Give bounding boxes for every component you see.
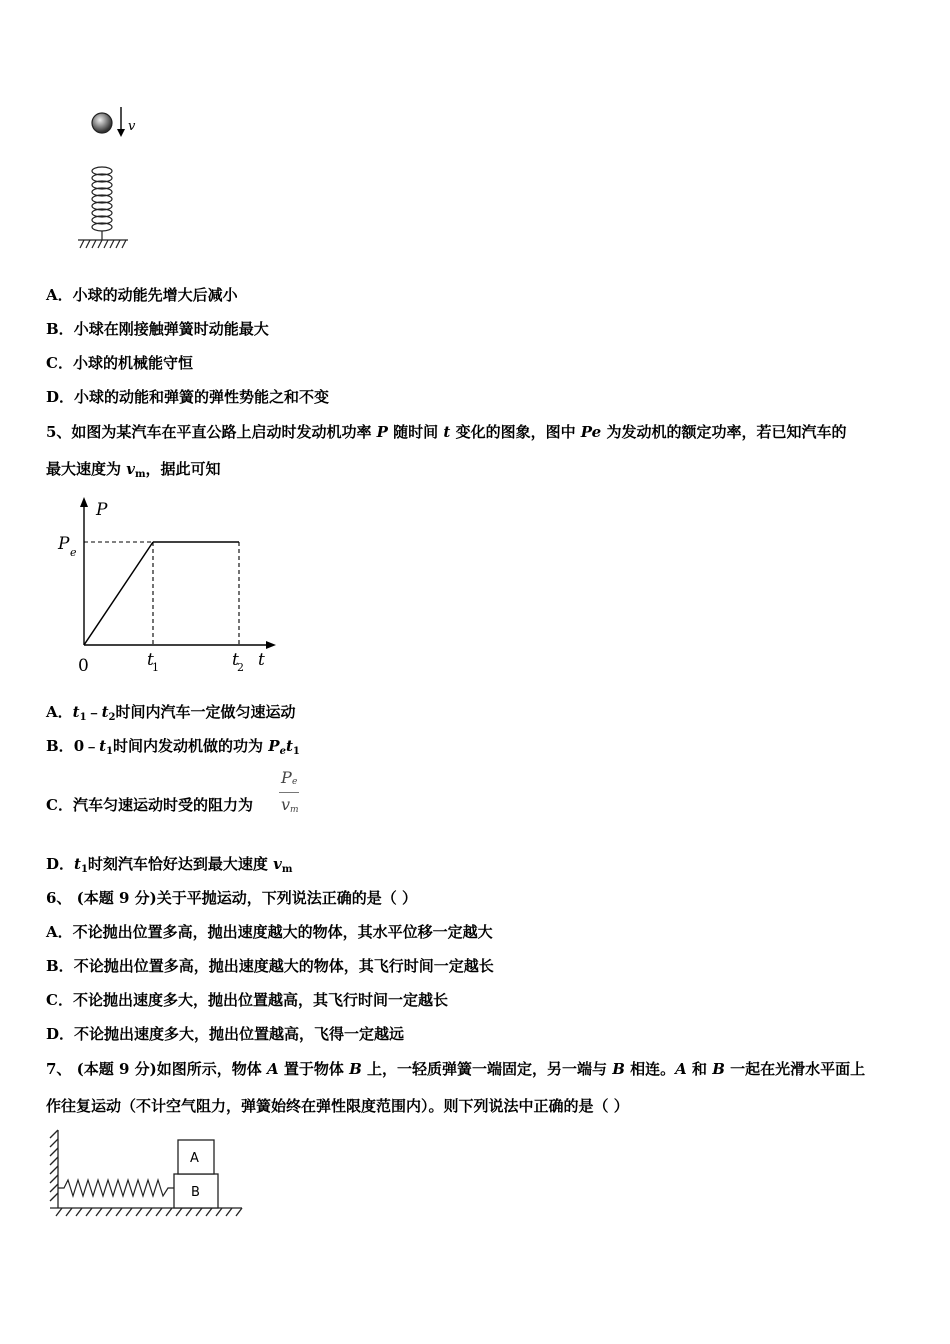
q6-option-a: A．不论抛出位置多高，抛出速度越大的物体，其水平位移一定越大 <box>46 923 493 941</box>
q6-option-c: C．不论抛出速度多大，抛出位置越高，其飞行时间一定越长 <box>46 991 448 1009</box>
q4-option-b: B．小球在刚接触弹簧时动能最大 <box>46 320 269 338</box>
wall <box>50 1130 58 1208</box>
q6-option-d: D．不论抛出速度多大，抛出位置越高，飞得一定越远 <box>46 1025 405 1043</box>
fraction-denominator-sub: m <box>290 805 299 815</box>
q7-stem-line1: 7、 (本题 9 分)如图所示，物体 A 置于物体 B 上，一轻质弹簧一端固定，另一端与 B 相连。A 和 B 一起在光滑水平面上 <box>46 1060 866 1078</box>
x-axis-arrow <box>266 641 276 649</box>
y-axis-arrow <box>80 497 88 507</box>
q5-option-d: D．$t_1$时刻汽车恰好达到最大速度 $v_m$ <box>46 855 293 875</box>
t1-label-sub: 1 <box>152 661 159 674</box>
q6-stem: 6、 (本题 9 分)关于平抛运动，下列说法正确的是（ ） <box>46 889 417 907</box>
power-ramp-line <box>84 542 153 645</box>
q5-option-b: B．$0﹣t_1$时间内发动机做的功为 $P_et_1$ <box>46 737 300 757</box>
ground-hatch <box>78 240 128 248</box>
fraction-bar <box>279 792 299 793</box>
power-time-graph <box>52 495 282 680</box>
pe-label: P <box>58 534 70 554</box>
ball <box>92 113 112 133</box>
spring-blocks-figure <box>42 1128 247 1223</box>
q5-option-c: C．汽车匀速运动时受的阻力为 <box>46 796 253 814</box>
t1-label: t <box>147 650 154 670</box>
block-a-label: A <box>190 1151 199 1166</box>
q6-option-b: B．不论抛出位置多高，抛出速度越大的物体，其飞行时间一定越长 <box>46 957 494 975</box>
origin-label: 0 <box>78 656 89 676</box>
q4-option-d: D．小球的动能和弹簧的弹性势能之和不变 <box>46 388 330 406</box>
velocity-arrowhead <box>117 129 125 137</box>
velocity-label: v <box>128 119 136 134</box>
spring <box>58 1180 174 1196</box>
q7-stem-line2: 作往复运动（不计空气阻力，弹簧始终在弹性限度范围内）。则下列说法中正确的是（ ） <box>46 1097 629 1115</box>
q5-option-a: A．$t_1﹣t_2$时间内汽车一定做匀速运动 <box>46 703 296 723</box>
block-b-label: B <box>191 1185 200 1200</box>
fraction-numerator-sub: e <box>292 777 298 787</box>
y-axis-label: P <box>96 500 108 520</box>
x-axis-label: t <box>258 650 265 670</box>
t2-label: t <box>232 650 239 670</box>
q5-stem-line1: 5、如图为某汽车在平直公路上启动时发动机功率 P 随时间 t 变化的图象，图中 Pe 为发动机的额定功率，若已知汽车的 <box>46 423 847 441</box>
fraction-denominator: v <box>281 795 291 814</box>
q5-option-c-fraction <box>278 768 302 820</box>
fraction-numerator: P <box>281 768 292 787</box>
spring-coils <box>92 167 112 240</box>
q5-stem-line2: 最大速度为 $v_m$，据此可知 <box>46 460 221 480</box>
floor <box>50 1208 242 1216</box>
pe-label-sub: e <box>70 546 77 559</box>
t2-label-sub: 2 <box>237 661 244 674</box>
q4-option-a: A．小球的动能先增大后减小 <box>46 286 238 304</box>
ball-spring-figure <box>70 105 180 255</box>
q4-option-c: C．小球的机械能守恒 <box>46 354 193 372</box>
